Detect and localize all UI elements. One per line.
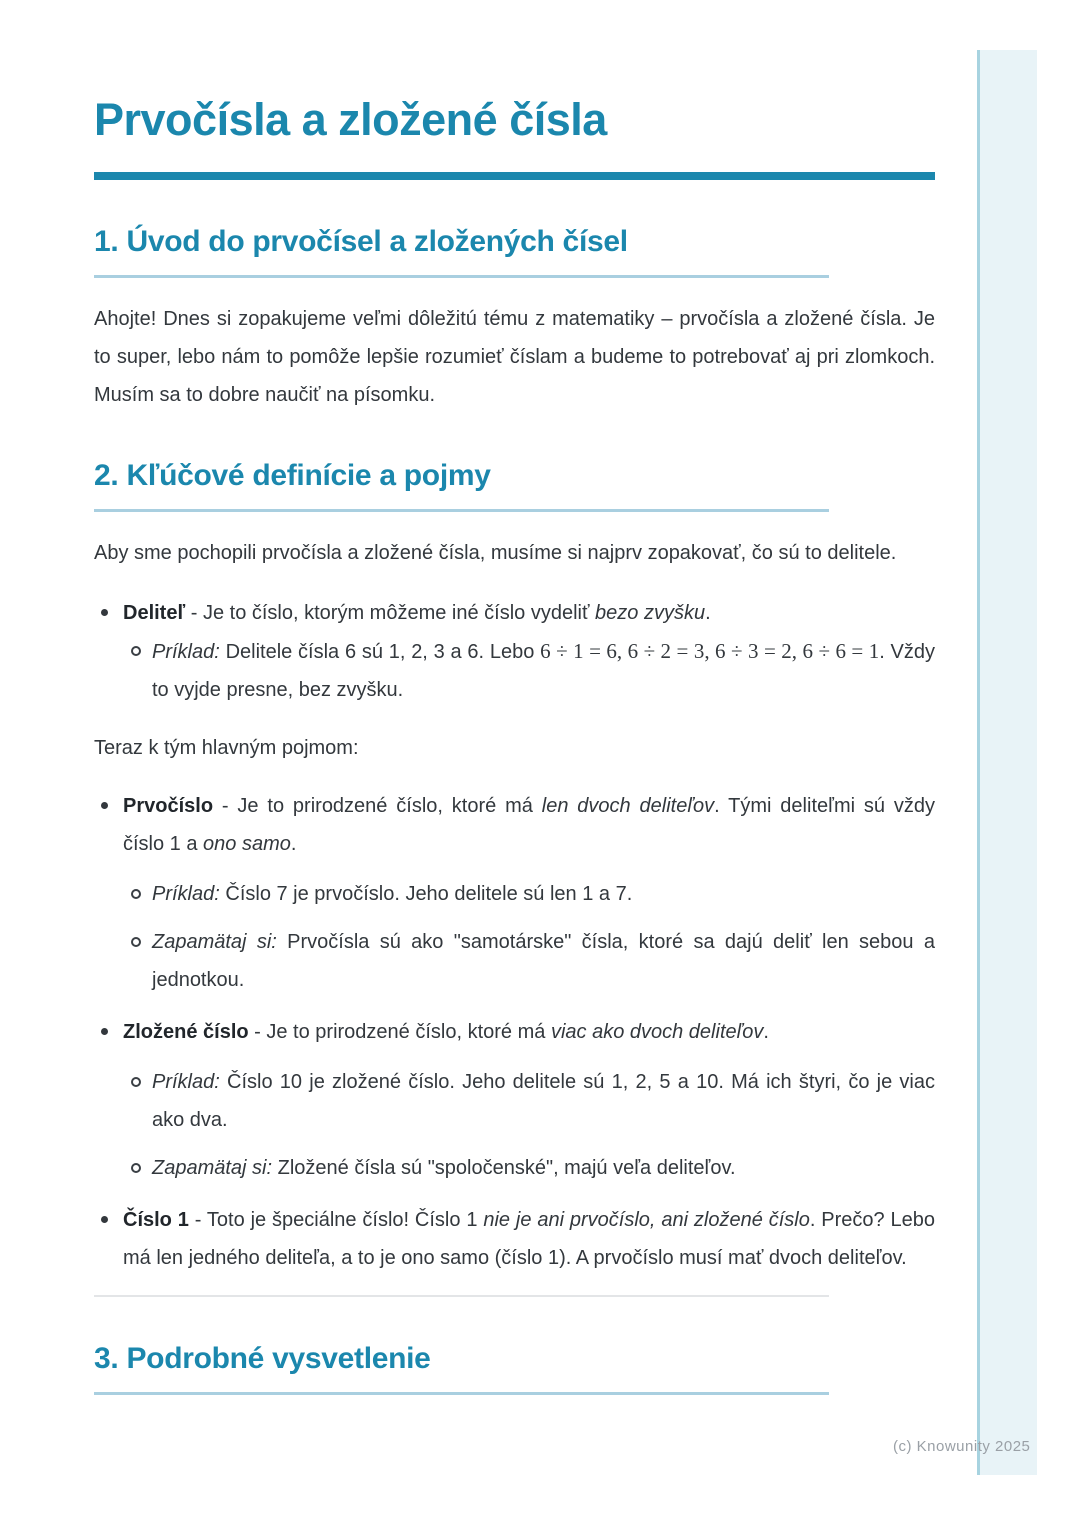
section-3-heading: 3. Podrobné vysvetlenie bbox=[94, 1342, 431, 1375]
separator: - bbox=[185, 602, 203, 624]
composite-note-item bbox=[152, 1149, 935, 1187]
prime-definition-italic: len dvoch deliteľov bbox=[541, 795, 715, 817]
prime-sublist bbox=[123, 875, 935, 999]
section-1-underline bbox=[94, 275, 829, 278]
example-label: Príklad: bbox=[152, 883, 220, 905]
separator: - bbox=[188, 1209, 207, 1231]
example-label: Príklad: bbox=[152, 641, 220, 663]
composite-definition-italic: viac ako dvoch deliteľov bbox=[550, 1021, 764, 1043]
section-2-intro: Aby sme pochopili prvočísla a zložené čísla, musíme si najprv zopakovať, čo sú to delitele. bbox=[94, 542, 897, 564]
term-prime: Prvočíslo bbox=[123, 795, 214, 817]
divisor-example-math: 6 ÷ 1 = 6, 6 ÷ 2 = 3, 6 ÷ 3 = 2, 6 ÷ 6 = 1 bbox=[540, 639, 880, 663]
watermark-text: (c) Knowunity 2025 bbox=[893, 1438, 1031, 1455]
list-item-composite bbox=[123, 1013, 935, 1187]
one-definition-end: . Prečo? Lebo má len jedného deliteľa, a to je ono samo (číslo 1). A prvočíslo musí mať dvoch deliteľov. bbox=[123, 1209, 935, 1269]
term-number-one: Číslo 1 bbox=[123, 1209, 189, 1231]
section-2-heading: 2. Kľúčové definície a pojmy bbox=[94, 459, 491, 492]
composite-example-item bbox=[152, 1063, 935, 1139]
definitions-list bbox=[94, 594, 935, 709]
divisor-definition-italic: bezo zvyšku bbox=[595, 602, 706, 624]
one-definition-italic: nie je ani prvočíslo, ani zložené číslo bbox=[483, 1209, 810, 1231]
list-item-prime bbox=[123, 787, 935, 999]
section-divider bbox=[94, 1295, 829, 1297]
title-rule bbox=[94, 172, 935, 180]
section-1-heading: 1. Úvod do prvočísel a zložených čísel bbox=[94, 225, 628, 258]
separator: - bbox=[248, 1021, 267, 1043]
prime-example-text: Číslo 7 je prvočíslo. Jeho delitele sú len 1 a 7. bbox=[219, 883, 633, 905]
term-divisor: Deliteľ bbox=[123, 602, 186, 624]
note-label: Zapamätaj si: bbox=[152, 931, 277, 953]
divisor-example-pre: Delitele čísla 6 sú 1, 2, 3 a 6. Lebo bbox=[219, 641, 541, 663]
divisor-definition: Je to číslo, ktorým môžeme iné číslo vydeliť bbox=[202, 602, 596, 624]
prime-definition-mid: . Tými deliteľmi sú vždy číslo 1 a bbox=[123, 795, 936, 855]
document-page bbox=[94, 0, 935, 1395]
prime-note-item bbox=[152, 923, 935, 999]
example-label: Príklad: bbox=[152, 1071, 220, 1093]
prime-definition-italic-2: ono samo bbox=[203, 833, 291, 855]
one-definition-pre: Toto je špeciálne číslo! Číslo 1 bbox=[206, 1209, 484, 1231]
section-2-transition: Teraz k tým hlavným pojmom: bbox=[94, 737, 359, 759]
composite-note-text: Zložené čísla sú "spoločenské", majú veľa deliteľov. bbox=[272, 1157, 736, 1179]
prime-example-item bbox=[152, 875, 935, 913]
separator: - bbox=[213, 795, 238, 817]
list-item-number-one bbox=[123, 1201, 935, 1277]
divisor-example-item bbox=[152, 632, 935, 709]
right-stripe bbox=[977, 50, 1037, 1475]
section-3-underline bbox=[94, 1392, 829, 1395]
prime-note-text: Prvočísla sú ako "samotárske" čísla, ktoré sa dajú deliť len sebou a jednotkou. bbox=[152, 931, 935, 991]
prime-definition-end: . bbox=[290, 833, 297, 855]
divisor-example-post: . Vždy to vyjde presne, bez zvyšku. bbox=[152, 641, 936, 701]
list-item-divisor bbox=[123, 594, 935, 709]
composite-example-text: Číslo 10 je zložené číslo. Jeho delitele sú 1, 2, 5 a 10. Má ich štyri, čo je viac ako dva. bbox=[152, 1071, 935, 1131]
divisor-definition-end: . bbox=[705, 602, 711, 624]
section-2-underline bbox=[94, 509, 829, 512]
composite-sublist bbox=[123, 1063, 935, 1187]
prime-definition-pre: Je to prirodzené číslo, ktoré má bbox=[237, 795, 542, 817]
note-label: Zapamätaj si: bbox=[152, 1157, 273, 1179]
page-title: Prvočísla a zložené čísla bbox=[94, 94, 607, 145]
composite-definition-pre: Je to prirodzené číslo, ktoré má bbox=[266, 1021, 551, 1043]
term-composite: Zložené číslo bbox=[123, 1021, 249, 1043]
main-terms-list bbox=[94, 787, 935, 1277]
section-1-paragraph: Ahojte! Dnes si zopakujeme veľmi dôležitú tému z matematiky – prvočísla a zložené čísla. Je to super, lebo nám to pomôže lepšie rozumieť číslam a budeme to potrebovať aj pri zlomkoch. Musím sa to dobre naučiť na písomku. bbox=[94, 308, 935, 406]
divisor-sublist bbox=[123, 632, 935, 709]
composite-definition-end: . bbox=[763, 1021, 769, 1043]
